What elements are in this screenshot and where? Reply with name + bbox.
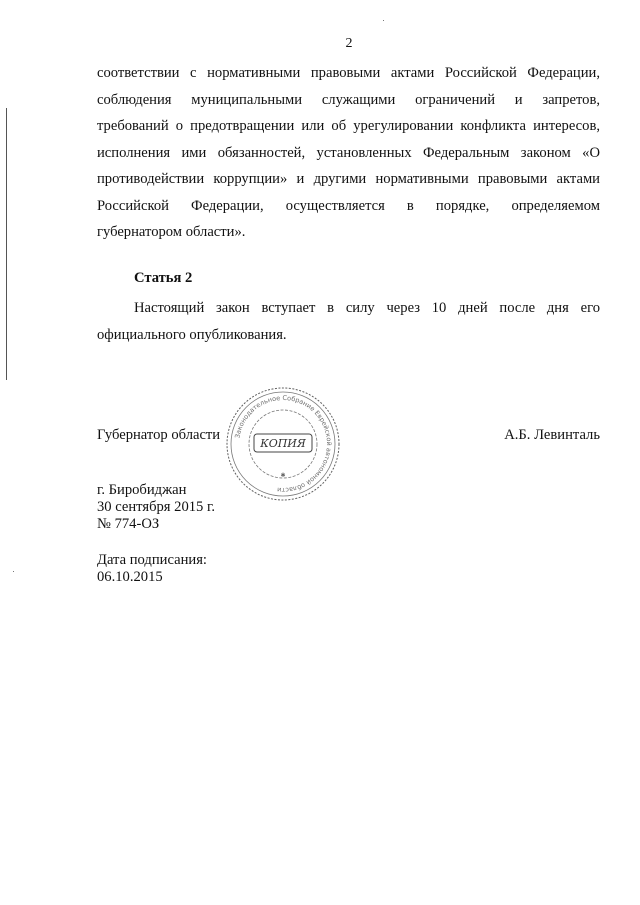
scan-artifact-line: [6, 108, 7, 380]
place-and-number: [97, 482, 215, 533]
scan-artifact-dot: [383, 20, 384, 21]
text-line: губернатором области».: [97, 224, 246, 240]
text-line: исполнения ими обязанностей, установленных Федеральным законом «О: [97, 144, 600, 161]
law-number: № 774-ОЗ: [97, 516, 160, 532]
signing-date-label: Дата подписания:: [97, 552, 207, 568]
text-line: Российской Федерации, осуществляется в порядке, определяемом: [97, 197, 600, 214]
law-text-paragraph: [97, 60, 600, 246]
text-line: противодействии коррупции» и другими нормативными правовыми актами: [97, 171, 600, 187]
signatory-title: Губернатор области: [97, 427, 221, 443]
scan-artifact-dot: [13, 571, 14, 572]
adoption-date: 30 сентября 2015 г.: [97, 499, 215, 515]
signatory-name: А.Б. Левинталь: [504, 427, 600, 443]
text-line: соответствии с нормативными правовыми актами Российской Федерации,: [97, 65, 600, 81]
article-heading: Статья 2: [134, 270, 193, 286]
signing-date-value: 06.10.2015: [97, 569, 163, 585]
article-text-paragraph: [97, 295, 600, 348]
text-line: официального опубликования.: [97, 326, 287, 343]
svg-text:✱: ✱: [280, 472, 286, 479]
text-line: Настоящий закон вступает в силу через 10 дней после дня его: [134, 300, 600, 316]
page-number: 2: [345, 36, 353, 51]
text-line: требований о предотвращении или об урегулировании конфликта интересов,: [97, 118, 600, 134]
stamp-ring-text: Законодательное Собрание Еврейской автономной области: [233, 393, 334, 495]
copy-stamp: [224, 385, 342, 503]
city-text: г. Биробиджан: [97, 482, 187, 498]
text-line: соблюдения муниципальными служащими ограничений и запретов,: [97, 91, 600, 108]
stamp-center-text: КОПИЯ: [260, 437, 306, 450]
signing-date-block: [97, 552, 207, 586]
